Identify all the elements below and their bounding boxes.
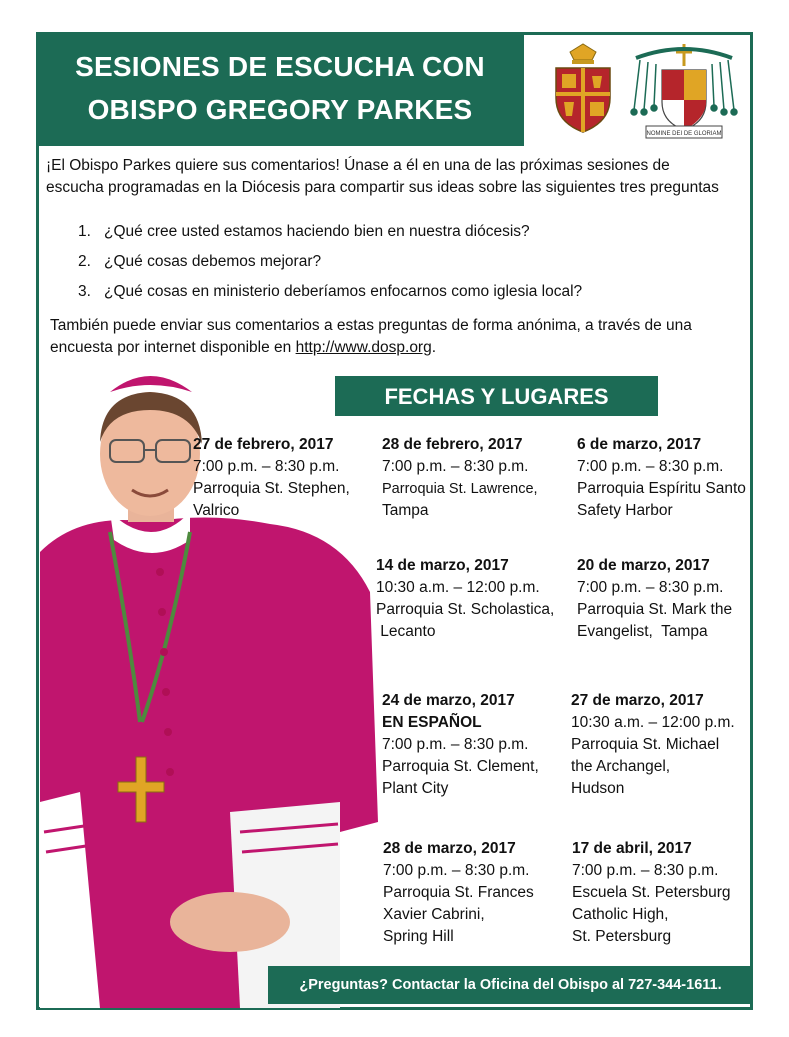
event-place: Catholic High, (572, 906, 669, 923)
event-entry (577, 555, 732, 643)
event-entry (382, 434, 538, 522)
event-date: 28 de marzo, 2017 (383, 840, 516, 857)
event-place: Parroquia St. Frances (383, 884, 534, 901)
event-place: Parroquia St. Clement, (382, 758, 539, 775)
event-place: Hudson (571, 780, 625, 797)
event-date: 27 de marzo, 2017 (571, 692, 704, 709)
event-date: 28 de febrero, 2017 (382, 436, 523, 453)
question-number: 1. (78, 223, 91, 240)
event-entry (572, 838, 731, 948)
event-time: 7:00 p.m. – 8:30 p.m. (572, 862, 719, 879)
event-place: St. Petersburg (572, 928, 672, 945)
email-text: También puede enviar sus comentarios a estas preguntas de forma anónima, a través de una encuesta por internet disponible en (50, 317, 692, 356)
event-place: Evangelist, Tampa (577, 623, 708, 640)
contact-footer: ¿Preguntas? Contactar la Oficina del Obispo al 727-344-1611. (268, 966, 753, 1004)
title-line-1: SESIONES DE ESCUCHA CON (75, 51, 485, 82)
dosp-website-link[interactable]: http://www.dosp.org (295, 339, 432, 356)
event-date: 14 de marzo, 2017 (376, 557, 509, 574)
email-suffix: . (431, 339, 437, 356)
event-time: 7:00 p.m. – 8:30 p.m. (577, 579, 724, 596)
title-line-2: OBISPO GREGORY PARKES (87, 94, 473, 125)
event-place: Parroquia Espíritu Santo (577, 480, 746, 497)
event-language: EN ESPAÑOL (382, 714, 482, 731)
event-entry (577, 434, 746, 522)
event-place: Parroquia St. Mark the (577, 601, 733, 618)
event-date: 27 de febrero, 2017 (193, 436, 334, 453)
question-text: ¿Qué cree usted estamos haciendo bien en nuestra diócesis? (104, 223, 530, 240)
event-place: Safety Harbor (577, 502, 673, 519)
event-place: Parroquia St. Michael (571, 736, 720, 753)
event-time: 7:00 p.m. – 8:30 p.m. (577, 458, 724, 475)
questions-list (78, 218, 582, 308)
event-place: Plant City (382, 780, 449, 797)
event-time: 7:00 p.m. – 8:30 p.m. (383, 862, 530, 879)
title-banner (36, 32, 524, 146)
question-text: ¿Qué cosas debemos mejorar? (104, 253, 322, 270)
event-place: Lecanto (376, 623, 436, 640)
dates-banner: FECHAS Y LUGARES (335, 376, 658, 416)
event-time: 10:30 a.m. – 12:00 p.m. (376, 579, 540, 596)
question-text: ¿Qué cosas en ministerio deberíamos enfocarnos como iglesia local? (104, 283, 583, 300)
event-date: 6 de marzo, 2017 (577, 436, 702, 453)
email-paragraph (50, 315, 730, 359)
event-entry (382, 690, 539, 800)
event-place: Parroquia St. Scholastica, (376, 601, 555, 618)
intro-paragraph: ¡El Obispo Parkes quiere sus comentarios! Únase a él en una de las próximas sesiones de escucha programadas en la Diócesis para compartir sus ideas sobre las siguientes tres preguntas (46, 157, 719, 196)
bishop-crest-icon (628, 40, 740, 142)
question-item (78, 218, 582, 248)
event-place: Tampa (382, 502, 429, 519)
coat-of-arms-area (524, 36, 749, 142)
event-place: Spring Hill (383, 928, 454, 945)
question-item (78, 248, 582, 278)
diocese-crest-icon (550, 42, 616, 134)
question-number: 2. (78, 253, 91, 270)
event-place: Parroquia St. Lawrence, (382, 481, 538, 497)
event-entry (383, 838, 534, 948)
event-entry (376, 555, 554, 643)
event-place: Xavier Cabrini, (383, 906, 485, 923)
event-date: 17 de abril, 2017 (572, 840, 692, 857)
event-place: the Archangel, (571, 758, 671, 775)
event-date: 24 de marzo, 2017 (382, 692, 515, 709)
header (36, 32, 753, 146)
event-place: Escuela St. Petersburg (572, 884, 731, 901)
event-time: 7:00 p.m. – 8:30 p.m. (193, 458, 340, 475)
svg-text:NOMINE DEI DE GLORIAM: NOMINE DEI DE GLORIAM (646, 131, 722, 137)
event-place: Valrico (193, 502, 240, 519)
event-time: 7:00 p.m. – 8:30 p.m. (382, 736, 529, 753)
event-time: 7:00 p.m. – 8:30 p.m. (382, 458, 529, 475)
event-time: 10:30 a.m. – 12:00 p.m. (571, 714, 735, 731)
event-date: 20 de marzo, 2017 (577, 557, 710, 574)
event-entry (193, 434, 350, 522)
event-entry (571, 690, 735, 800)
event-place: Parroquia St. Stephen, (193, 480, 350, 497)
question-item (78, 278, 582, 308)
question-number: 3. (78, 283, 91, 300)
